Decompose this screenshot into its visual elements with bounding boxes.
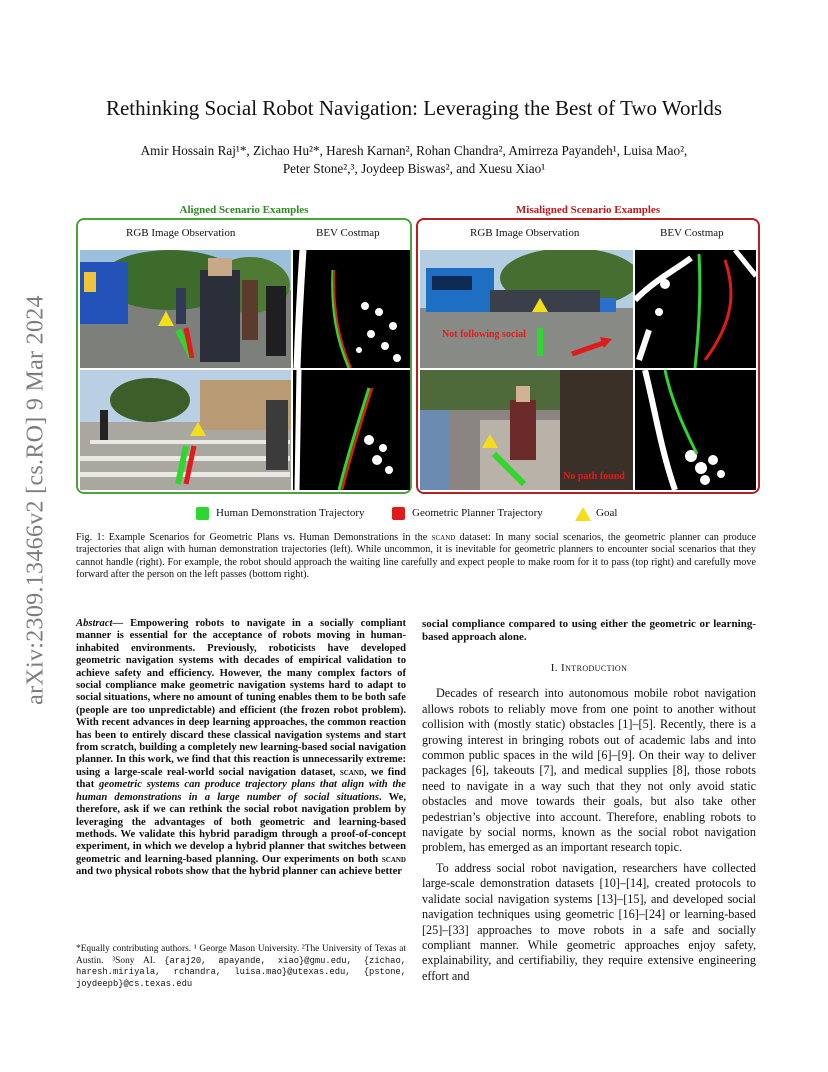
abstract-dataset-name-2: scand: [381, 853, 406, 865]
figure-caption: [76, 532, 756, 581]
footnote-affiliations: *Equally contributing authors. ¹ George Mason University. ²The University of Texas at Austin. ³Sony AI.: [76, 944, 406, 966]
bev-costmap-picture: [293, 250, 410, 368]
figure-legend: [76, 505, 760, 525]
arxiv-stamp: [14, 290, 58, 710]
paper-title: Rethinking Social Robot Navigation: Leveraging the Best of Two Worlds: [105, 96, 723, 120]
misaligned-rgb-header: RGB Image Observation: [470, 227, 580, 239]
intro-paragraph-1: Decades of research into autonomous mobile robot navigation allows robots to reliably move from one point to another without collision with (mostly static) obstacles [1]–[5]. Recently, there is a growing interest in bringing robots out of academic labs and into common public spaces in the wild [6]–[9]. On their way to deliver packages [6], takeouts [7], and medical supplies [8], those robots need to navigate in a way such that they not only avoid static obstacles and move towards their goals, but also take other pedestrian’s objective into account. Therefore, enabling robots to navigate by social norms, known as the social robot navigation problem, has emerged as an important research topic.: [422, 686, 756, 855]
legend-swatch-geometric: [392, 507, 405, 520]
aligned-bev-header: BEV Costmap: [316, 227, 380, 239]
author-list: [80, 142, 748, 178]
aligned-panel: [76, 218, 412, 494]
aligned-panel-title: Aligned Scenario Examples: [179, 204, 309, 216]
legend-label-goal: Goal: [596, 507, 618, 519]
campus-scene-picture: [80, 370, 291, 490]
misaligned-panel: [416, 218, 760, 494]
aligned-rgb-image-top: [80, 250, 291, 368]
abstract-body-4: and two physical robots show that the hybrid planner can achieve better: [76, 866, 402, 878]
abstract-italic-finding: geometric systems can produce trajectory plans that align with the human demonstrations in a large number of social situations: [76, 779, 406, 803]
right-column: [422, 618, 756, 989]
footnote: [76, 944, 406, 990]
abstract-dash: —: [112, 618, 131, 629]
misaligned-rgb-image-top: [420, 250, 633, 368]
abstract-body-1: Empowering robots to navigate in a socially compliant manner is essential for the acceptance of robots moving in human-inhabited environments. Previously, roboticists have developed geometric navigation systems with decades of empirical validation to achieve safety and efficiency. However, the many complex factors of social compliance make geometric navigation systems hard to adapt to social situations, where no amount of tuning enables them to be both safe (people are too unpredictable) and efficient (the frozen robot problem). With recent advances in deep learning approaches, the common reaction has been to entirely discard these classical navigation systems and start from scratch, building a completely new learning-based social navigation planner. In this work, we find that this reaction is unnecessarily extreme: using a large-scale real-world social navigation dataset,: [76, 618, 406, 778]
footnote-emails: {araj20, apayande, xiao}@gmu.edu, {zichao, haresh.miriyala, rchandra, luisa.mao}@utexas.edu, {pstone, joydeepb}@cs.texas.edu: [76, 955, 406, 989]
bev-costmap-picture: [635, 250, 756, 368]
no-path-found-annotation: No path found: [563, 471, 625, 482]
left-column: [76, 618, 406, 879]
intro-paragraph-2: To address social robot navigation, researchers have collected large-scale demonstration datasets [10]–[14], created protocols to validate social navigation systems [13]–[15], and developed social navigation techniques using geometric [16]–[24] or learning-based [25]–[33] approaches to move robots in a safe and socially compliant manner. While geometric approaches enjoy safety, explainability, and certifiabiliy, they require extensive engineering effort and: [422, 860, 756, 983]
misaligned-panel-title: Misaligned Scenario Examples: [515, 204, 661, 216]
arxiv-stamp-text: arXiv:2309.13466v2 [cs.RO] 9 Mar 2024: [22, 295, 49, 705]
legend-goal-triangle-icon: [574, 506, 592, 522]
caption-part-1: Fig. 1: Example Scenarios for Geometric Plans vs. Human Demonstrations in the: [76, 532, 432, 543]
abstract-body-2: , we find that: [76, 766, 406, 791]
abstract-heading: Abstract: [76, 618, 113, 629]
abstract-dataset-name: scand: [339, 766, 364, 778]
misaligned-bev-header: BEV Costmap: [660, 227, 724, 239]
section-heading-introduction: I. Introduction: [550, 662, 628, 674]
author-line-2: Peter Stone²,³, Joydeep Biswas², and Xuesu Xiao¹: [282, 161, 546, 176]
misaligned-rgb-image-bottom: [420, 370, 633, 490]
figure-1: [76, 204, 760, 530]
abstract-continuation: social compliance compared to using either the geometric or learning-based approach alone.: [422, 618, 756, 643]
caption-dataset-name: scand: [431, 532, 456, 543]
abstract-body-3: . We, therefore, ask if we can rethink the social robot navigation problem by leveraging the advantages of both geometric and learning-based methods. We validate this hybrid paradigm through a proof-of-concept experiment, in which we develop a hybrid planner that switches between geometric and learning-based planning. Our experiments on both: [76, 791, 406, 865]
legend-swatch-human: [196, 507, 209, 520]
street-scene-picture: [80, 250, 291, 368]
not-following-social-annotation: Not following social: [442, 329, 526, 340]
aligned-rgb-header: RGB Image Observation: [126, 227, 236, 239]
author-line-1: Amir Hossain Raj¹*, Zichao Hu²*, Haresh Karnan², Rohan Chandra², Amirreza Payandeh¹, Luisa Mao²,: [140, 143, 688, 158]
misaligned-bev-costmap-bottom: [635, 370, 756, 490]
misaligned-bev-costmap-top: [635, 250, 756, 368]
legend-label-geometric: Geometric Planner Trajectory: [412, 507, 543, 519]
food-truck-scene-picture: [420, 250, 633, 368]
aligned-rgb-image-bottom: [80, 370, 291, 490]
legend-label-human: Human Demonstration Trajectory: [216, 507, 365, 519]
abstract: [76, 618, 406, 879]
bev-costmap-picture: [635, 370, 756, 490]
caption-part-2: dataset: In many social scenarios, the geometric planner can produce trajectories that align with human demonstration trajectories (left). While uncommon, it is inevitable for geometric planners to encounter social scenarios that they cannot handle (right). For example, the robot should approach the waiting line carefully and expect people to make room for it to pass (top right) and carefully move forward after the person on the left passes (bottom right).: [76, 532, 756, 580]
aligned-bev-costmap-top: [293, 250, 410, 368]
bev-costmap-picture: [293, 370, 410, 490]
aligned-bev-costmap-bottom: [293, 370, 410, 490]
